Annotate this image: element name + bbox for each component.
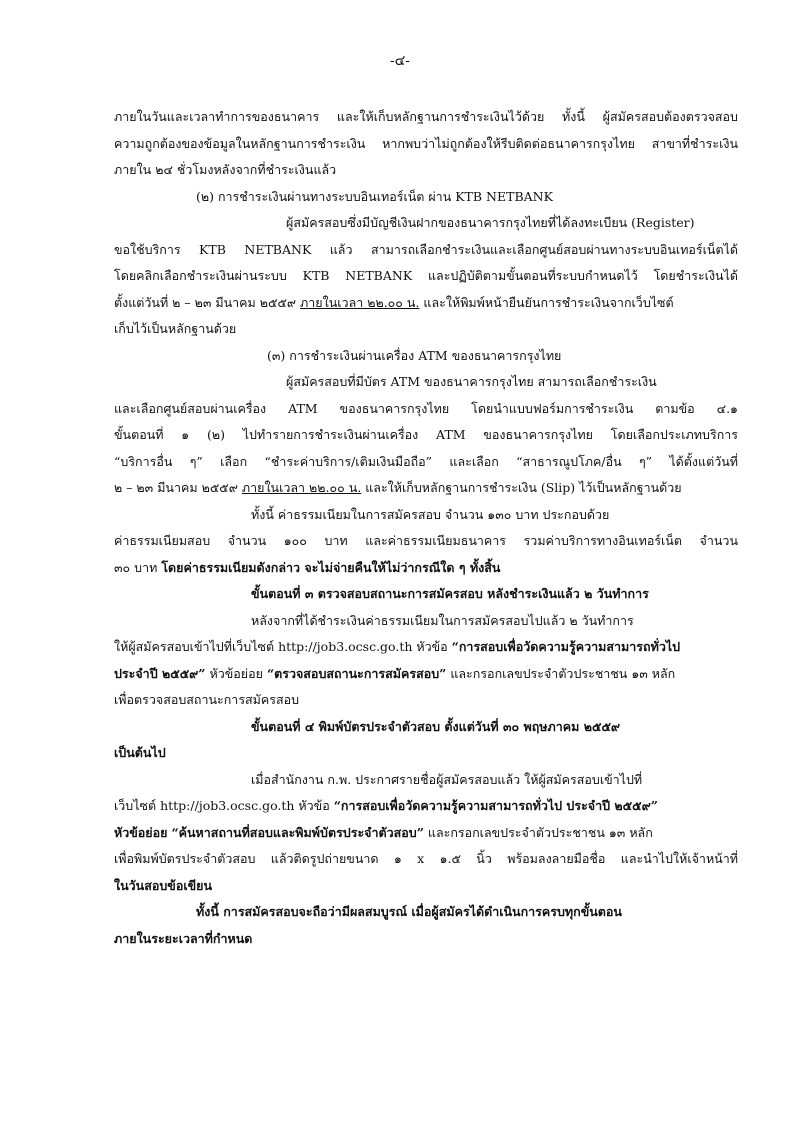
step-heading: ขั้นตอนที่ ๔ พิมพ์บัตรประจำตัวสอบ ตั้งแต่วันที่ ๓๐ พฤษภาคม ๒๕๕๙ [251,718,621,734]
text-line: เก็บไว้เป็นหลักฐานด้วย [114,321,237,336]
text-line: “บริการอื่น ๆ” เลือก “ชำระค่าบริการ/เติมเงินมือถือ” และเลือก “สาธารณูปโภค/อื่น ๆ” ได้ตั้งแต่วันที่ [114,453,738,469]
text-line: ขั้นตอนที่ ๑ (๒) ไปทำรายการชำระเงินผ่านเครื่อง ATM ของธนาคารกรุงไทย โดยเลือกประเภทบริการ [114,427,738,442]
text-line: หัวข้อย่อย “ค้นหาสถานที่สอบและพิมพ์บัตรประจำตัวสอบ” และกรอกเลขประจำตัวประชาชน ๑๓ หลัก [114,824,653,840]
text-line: ผู้สมัครสอบที่มีบัตร ATM ของธนาคารกรุงไทย สามารถเลือกชำระเงิน [286,374,657,389]
text-line: ประจำปี ๒๕๕๙” หัวข้อย่อย “ตรวจสอบสถานะการสมัครสอบ” และกรอกเลขประจำตัวประชาชน ๑๓ หลัก [114,665,676,681]
text-line: และเลือกศูนย์สอบผ่านเครื่อง ATM ของธนาคารกรุงไทย โดยนำแบบฟอร์มการชำระเงิน ตามข้อ ๔.๑ [114,400,738,416]
text-line: เมื่อสำนักงาน ก.พ. ประกาศรายชื่อผู้สมัครสอบแล้ว ให้ผู้สมัครสอบเข้าไปที่ [251,771,643,787]
text-line: ทั้งนี้ ค่าธรรมเนียมในการสมัครสอบ จำนวน ๑๓๐ บาท ประกอบด้วย [251,506,610,522]
text-line: ผู้สมัครสอบซึ่งมีบัญชีเงินฝากของธนาคารกรุงไทยที่ได้ลงทะเบียน (Register) [286,215,695,230]
section-heading: (๓) การชำระเงินผ่านเครื่อง ATM ของธนาคารกรุงไทย [267,347,562,363]
section-heading: (๒) การชำระเงินผ่านทางระบบอินเทอร์เน็ต ผ่าน KTB NETBANK [196,188,553,204]
text-line: เพื่อพิมพ์บัตรประจำตัวสอบ แล้วติดรูปถ่ายขนาด ๑ x ๑.๕ นิ้ว พร้อมลงลายมือชื่อ และนำไปให้เจ้าหน้าที่ [114,851,738,866]
text-line: เว็บไซต์ http://job3.ocsc.go.th หัวข้อ “การสอบเพื่อวัดความรู้ความสามารถทั่วไป ประจำปี ๒๕๕๙” [114,798,658,813]
text-line: หลังจากที่ได้ชำระเงินค่าธรรมเนียมในการสมัครสอบไปแล้ว ๒ วันทำการ [251,612,634,628]
text-line: ความถูกต้องของข้อมูลในหลักฐานการชำระเงิน หากพบว่าไม่ถูกต้องให้รีบติดต่อธนาคารกรุงไทย สาขาที่ชำระเงิน [114,135,738,151]
text-line: ตั้งแต่วันที่ ๒ – ๒๓ มีนาคม ๒๕๕๙ ภายในเวลา ๒๒.๐๐ น. และให้พิมพ์หน้ายืนยันการชำระเงินจากเว็บไซต์ [114,294,674,310]
document-body [114,104,738,952]
text-line: ค่าธรรมเนียมสอบ จำนวน ๑๐๐ บาท และค่าธรรมเนียมธนาคาร รวมค่าบริการทางอินเทอร์เน็ต จำนวน [114,533,738,548]
text-line: เป็นต้นไป [114,745,166,760]
text-line: โดยคลิกเลือกชำระเงินผ่านระบบ KTB NETBANK และปฏิบัติตามขั้นตอนที่ระบบกำหนดไว้ โดยชำระเงินได้ [114,268,738,283]
step-heading: ขั้นตอนที่ ๓ ตรวจสอบสถานะการสมัครสอบ หลังชำระเงินแล้ว ๒ วันทำการ [251,586,649,601]
text-line: เพื่อตรวจสอบสถานะการสมัครสอบ [114,692,300,707]
text-line: ๒ – ๒๓ มีนาคม ๒๕๕๙ ภายในเวลา ๒๒.๐๐ น. และให้เก็บหลักฐานการชำระเงิน (Slip) ไว้เป็นหลักฐานด้วย [114,480,682,495]
text-line: ให้ผู้สมัครสอบเข้าไปที่เว็บไซต์ http://job3.ocsc.go.th หัวข้อ “การสอบเพื่อวัดความรู้ความสามารถทั่วไป [114,639,681,654]
text-line: ภายใน ๒๔ ชั่วโมงหลังจากที่ชำระเงินแล้ว [114,162,337,177]
page-number: -๔- [389,53,411,69]
text-line: ภายในระยะเวลาที่กำหนด [114,930,253,946]
text-line: ในวันสอบข้อเขียน [114,877,213,893]
text-line: ขอใช้บริการ KTB NETBANK แล้ว สามารถเลือกชำระเงินและเลือกศูนย์สอบผ่านทางระบบอินเทอร์เน็ตได้ [114,241,738,257]
text-line: ภายในวันและเวลาทำการของธนาคาร และให้เก็บหลักฐานการชำระเงินไว้ด้วย ทั้งนี้ ผู้สมัครสอบต้องตรวจสอบ [114,109,738,124]
text-line: ทั้งนี้ การสมัครสอบจะถือว่ามีผลสมบูรณ์ เมื่อผู้สมัครได้ดำเนินการครบทุกขั้นตอน [196,904,622,919]
text-line: ๓๐ บาท โดยค่าธรรมเนียมดังกล่าว จะไม่จ่ายคืนให้ไม่ว่ากรณีใด ๆ ทั้งสิ้น [114,559,501,575]
